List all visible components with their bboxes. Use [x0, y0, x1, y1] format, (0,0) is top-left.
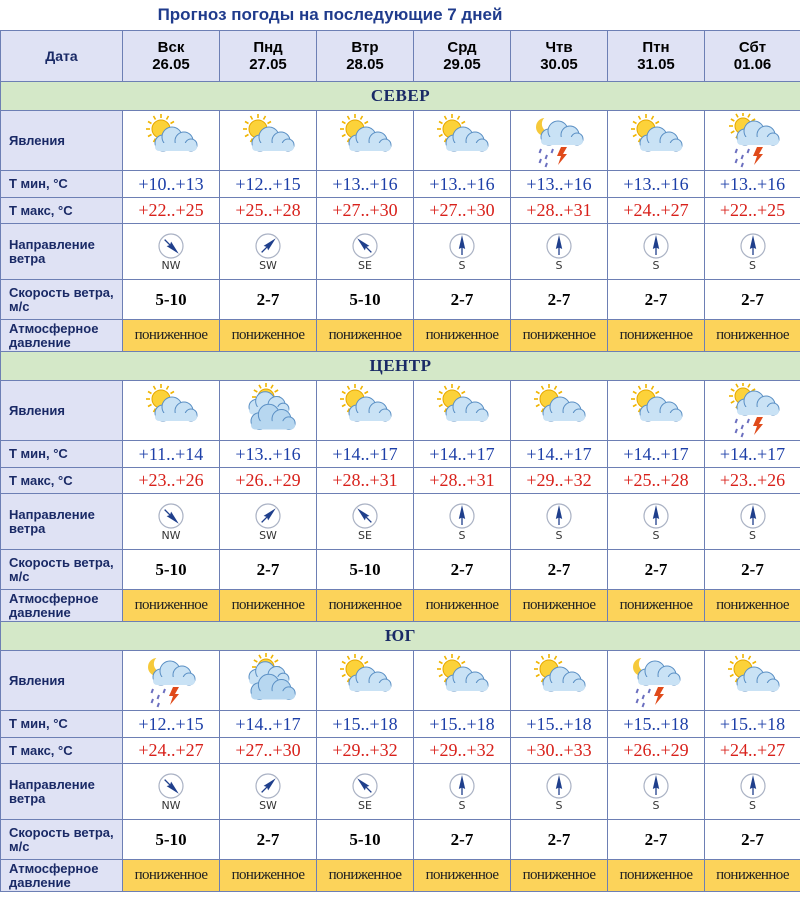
day-date: 31.05 [637, 56, 675, 73]
compass-arrow-icon [608, 502, 704, 530]
tmax-value: +26..+29 [220, 468, 317, 494]
tmin-value: +13..+16 [317, 171, 414, 198]
wind-speed-value: 5-10 [317, 280, 414, 320]
wind-dir-cell [220, 494, 317, 550]
day-header [317, 31, 414, 82]
region-title: ЮГ [1, 622, 800, 651]
wind-dir-cell [414, 764, 511, 820]
wind-dir-value: SE [358, 798, 372, 812]
weather-cell [705, 111, 800, 171]
pressure-value: пониженное [414, 860, 511, 892]
wind-speed-value: 2-7 [705, 280, 800, 320]
pressure-value: пониженное [123, 320, 220, 352]
pressure-value: пониженное [705, 320, 800, 352]
tmax-value: +28..+31 [511, 198, 608, 224]
wind-dir-cell [317, 494, 414, 550]
wind-dir-value: S [458, 798, 466, 812]
weather-cell [608, 651, 705, 711]
compass-arrow-icon [317, 232, 413, 260]
wind-dir-value: SE [358, 528, 372, 542]
day-date: 28.05 [346, 56, 384, 73]
weather-cell [220, 111, 317, 171]
partly-cloudy-sun-icon [123, 383, 219, 439]
partly-cloudy-sun-icon [414, 383, 510, 439]
tmin-value: +15..+18 [317, 711, 414, 738]
pressure-row [1, 590, 800, 622]
wind-speed-value: 2-7 [511, 280, 608, 320]
day-name: Вск [157, 39, 185, 56]
pressure-label: Атмосферное давление [1, 320, 123, 352]
tmin-value: +13..+16 [220, 441, 317, 468]
weather-cell [705, 381, 800, 441]
region-row [1, 82, 800, 111]
phenomena-row [1, 111, 800, 171]
tmax-value: +29..+32 [511, 468, 608, 494]
wind-speed-label: Скорость ветра, м/с [1, 820, 123, 860]
pressure-value: пониженное [705, 590, 800, 622]
region-title: СЕВЕР [1, 82, 800, 111]
day-name: Пнд [253, 39, 283, 56]
tmin-value: +14..+17 [705, 441, 800, 468]
wind-speed-value: 2-7 [414, 550, 511, 590]
wind-speed-value: 5-10 [317, 820, 414, 860]
pressure-value: пониженное [511, 590, 608, 622]
wind-dir-value: NW [161, 798, 181, 812]
tmin-value: +13..+16 [414, 171, 511, 198]
sun-thunderstorm-icon [705, 383, 800, 439]
wind-dir-cell [705, 764, 800, 820]
region-title: ЦЕНТР [1, 352, 800, 381]
tmin-value: +14..+17 [608, 441, 705, 468]
wind-dir-cell [608, 494, 705, 550]
day-name: Срд [447, 39, 477, 56]
compass-arrow-icon [511, 502, 607, 530]
compass-arrow-icon [414, 502, 510, 530]
wind-dir-cell [414, 494, 511, 550]
weather-cell [317, 381, 414, 441]
wind-dir-cell [608, 224, 705, 280]
wind-speed-value: 2-7 [705, 550, 800, 590]
wind-dir-value: S [555, 798, 563, 812]
wind-dir-cell [705, 494, 800, 550]
tmax-value: +23..+26 [705, 468, 800, 494]
weather-cell [123, 651, 220, 711]
pressure-row [1, 860, 800, 892]
partly-cloudy-sun-icon [705, 653, 800, 709]
pressure-row [1, 320, 800, 352]
wind-speed-row [1, 820, 800, 860]
weather-cell [123, 111, 220, 171]
tmin-value: +15..+18 [511, 711, 608, 738]
wind-speed-value: 2-7 [608, 550, 705, 590]
compass-arrow-icon [123, 502, 219, 530]
tmin-value: +12..+15 [220, 171, 317, 198]
tmax-row [1, 738, 800, 764]
tmax-value: +24..+27 [705, 738, 800, 764]
compass-arrow-icon [705, 502, 800, 530]
partly-cloudy-sun-icon [414, 653, 510, 709]
weather-cell [317, 111, 414, 171]
partly-cloudy-sun-icon [317, 383, 413, 439]
pressure-value: пониженное [511, 860, 608, 892]
wind-dir-value: SW [259, 258, 277, 272]
pressure-value: пониженное [414, 320, 511, 352]
tmax-value: +28..+31 [414, 468, 511, 494]
weather-cell [414, 651, 511, 711]
day-header [511, 31, 608, 82]
partly-cloudy-sun-icon [123, 113, 219, 169]
night-thunderstorm-icon [608, 653, 704, 709]
tmax-value: +29..+32 [414, 738, 511, 764]
tmin-value: +15..+18 [608, 711, 705, 738]
compass-arrow-icon [608, 232, 704, 260]
compass-arrow-icon [414, 772, 510, 800]
wind-dir-cell [608, 764, 705, 820]
wind-speed-row [1, 280, 800, 320]
wind-speed-value: 5-10 [123, 280, 220, 320]
pressure-value: пониженное [317, 320, 414, 352]
weather-cell [220, 381, 317, 441]
wind-dir-value: S [458, 258, 466, 272]
weather-cell [414, 111, 511, 171]
pressure-label: Атмосферное давление [1, 860, 123, 892]
tmax-label: Т макс, °С [1, 738, 123, 764]
tmin-value: +15..+18 [414, 711, 511, 738]
pressure-value: пониженное [608, 860, 705, 892]
tmin-value: +14..+17 [414, 441, 511, 468]
weather-cell [317, 651, 414, 711]
wind-speed-value: 5-10 [317, 550, 414, 590]
weather-cell [705, 651, 800, 711]
day-date: 29.05 [443, 56, 481, 73]
weather-cell [220, 651, 317, 711]
night-thunderstorm-icon [511, 113, 607, 169]
tmin-label: Т мин, °С [1, 171, 123, 198]
pressure-value: пониженное [705, 860, 800, 892]
tmin-value: +14..+17 [317, 441, 414, 468]
wind-speed-value: 2-7 [220, 280, 317, 320]
wind-dir-value: S [652, 528, 660, 542]
partly-cloudy-sun-icon [608, 113, 704, 169]
compass-arrow-icon [705, 772, 800, 800]
wind-dir-value: NW [161, 528, 181, 542]
pressure-value: пониженное [317, 590, 414, 622]
wind-dir-label: Направление ветра [1, 764, 123, 820]
sun-thunderstorm-icon [705, 113, 800, 169]
region-row [1, 622, 800, 651]
weather-cell [608, 381, 705, 441]
phenomena-label: Явления [1, 381, 123, 441]
wind-dir-cell [511, 764, 608, 820]
wind-dir-label: Направление ветра [1, 224, 123, 280]
compass-arrow-icon [123, 772, 219, 800]
wind-speed-value: 2-7 [220, 820, 317, 860]
tmin-value: +13..+16 [705, 171, 800, 198]
wind-dir-cell [511, 224, 608, 280]
tmax-value: +27..+30 [317, 198, 414, 224]
tmin-value: +13..+16 [511, 171, 608, 198]
pressure-value: пониженное [608, 320, 705, 352]
wind-dir-cell [123, 494, 220, 550]
day-date: 30.05 [540, 56, 578, 73]
wind-dir-value: SW [259, 528, 277, 542]
compass-arrow-icon [511, 232, 607, 260]
day-date: 26.05 [152, 56, 190, 73]
tmin-value: +10..+13 [123, 171, 220, 198]
tmin-row [1, 171, 800, 198]
tmax-value: +25..+28 [220, 198, 317, 224]
day-header [414, 31, 511, 82]
pressure-value: пониженное [608, 590, 705, 622]
tmin-value: +11..+14 [123, 441, 220, 468]
cloudy-sun-icon [220, 653, 316, 709]
tmax-row [1, 198, 800, 224]
partly-cloudy-sun-icon [220, 113, 316, 169]
wind-dir-cell [123, 764, 220, 820]
wind-dir-value: S [555, 528, 563, 542]
pressure-value: пониженное [317, 860, 414, 892]
tmax-value: +28..+31 [317, 468, 414, 494]
page-title: Прогноз погоды на последующие 7 дней [157, 5, 503, 24]
wind-speed-value: 2-7 [414, 280, 511, 320]
compass-arrow-icon [317, 772, 413, 800]
wind-dir-cell [414, 224, 511, 280]
tmax-value: +26..+29 [608, 738, 705, 764]
weather-cell [123, 381, 220, 441]
tmax-label: Т макс, °С [1, 468, 123, 494]
tmin-label: Т мин, °С [1, 441, 123, 468]
tmin-value: +14..+17 [511, 441, 608, 468]
wind-dir-row [1, 494, 800, 550]
wind-speed-value: 2-7 [511, 820, 608, 860]
wind-dir-value: S [555, 258, 563, 272]
header-row [1, 31, 800, 82]
pressure-value: пониженное [220, 320, 317, 352]
compass-arrow-icon [220, 502, 316, 530]
wind-dir-cell [705, 224, 800, 280]
day-header [123, 31, 220, 82]
wind-speed-value: 2-7 [220, 550, 317, 590]
wind-dir-value: S [749, 528, 756, 542]
tmax-value: +22..+25 [123, 198, 220, 224]
phenomena-label: Явления [1, 111, 123, 171]
wind-dir-value: S [749, 798, 756, 812]
wind-dir-cell [220, 224, 317, 280]
tmax-row [1, 468, 800, 494]
partly-cloudy-sun-icon [511, 653, 607, 709]
compass-arrow-icon [220, 772, 316, 800]
wind-speed-value: 5-10 [123, 550, 220, 590]
partly-cloudy-sun-icon [608, 383, 704, 439]
wind-speed-value: 2-7 [414, 820, 511, 860]
tmax-value: +27..+30 [414, 198, 511, 224]
wind-dir-value: S [652, 798, 660, 812]
pressure-value: пониженное [414, 590, 511, 622]
tmin-value: +15..+18 [705, 711, 800, 738]
wind-dir-row [1, 224, 800, 280]
wind-speed-value: 2-7 [608, 820, 705, 860]
forecast-table [0, 30, 800, 892]
pressure-value: пониженное [220, 590, 317, 622]
pressure-value: пониженное [220, 860, 317, 892]
wind-dir-cell [317, 764, 414, 820]
tmax-value: +29..+32 [317, 738, 414, 764]
compass-arrow-icon [511, 772, 607, 800]
phenomena-label: Явления [1, 651, 123, 711]
tmax-value: +30..+33 [511, 738, 608, 764]
partly-cloudy-sun-icon [317, 113, 413, 169]
wind-speed-label: Скорость ветра, м/с [1, 550, 123, 590]
date-header: Дата [1, 31, 123, 82]
wind-dir-label: Направление ветра [1, 494, 123, 550]
tmin-value: +12..+15 [123, 711, 220, 738]
day-name: Чтв [545, 39, 573, 56]
day-name: Сбт [738, 39, 767, 56]
compass-arrow-icon [414, 232, 510, 260]
tmax-value: +24..+27 [608, 198, 705, 224]
wind-dir-cell [123, 224, 220, 280]
pressure-value: пониженное [123, 590, 220, 622]
wind-speed-value: 2-7 [511, 550, 608, 590]
tmax-value: +24..+27 [123, 738, 220, 764]
wind-dir-cell [317, 224, 414, 280]
day-header [220, 31, 317, 82]
weather-cell [511, 651, 608, 711]
partly-cloudy-sun-icon [511, 383, 607, 439]
compass-arrow-icon [705, 232, 800, 260]
pressure-label: Атмосферное давление [1, 590, 123, 622]
weather-cell [608, 111, 705, 171]
day-name: Птн [642, 39, 670, 56]
tmax-value: +27..+30 [220, 738, 317, 764]
wind-dir-row [1, 764, 800, 820]
wind-dir-cell [220, 764, 317, 820]
tmin-row [1, 441, 800, 468]
tmax-label: Т макс, °С [1, 198, 123, 224]
pressure-value: пониженное [511, 320, 608, 352]
wind-speed-row [1, 550, 800, 590]
compass-arrow-icon [317, 502, 413, 530]
day-date: 27.05 [249, 56, 287, 73]
day-header [608, 31, 705, 82]
compass-arrow-icon [123, 232, 219, 260]
wind-dir-value: S [749, 258, 756, 272]
tmin-label: Т мин, °С [1, 711, 123, 738]
tmin-value: +13..+16 [608, 171, 705, 198]
tmax-value: +23..+26 [123, 468, 220, 494]
night-thunderstorm-icon [123, 653, 219, 709]
wind-dir-value: SW [259, 798, 277, 812]
phenomena-row [1, 651, 800, 711]
day-name: Втр [351, 39, 379, 56]
wind-dir-value: SE [358, 258, 372, 272]
weather-cell [414, 381, 511, 441]
wind-dir-value: S [652, 258, 660, 272]
weather-cell [511, 111, 608, 171]
wind-speed-value: 5-10 [123, 820, 220, 860]
tmin-row [1, 711, 800, 738]
compass-arrow-icon [220, 232, 316, 260]
wind-dir-cell [511, 494, 608, 550]
wind-dir-value: S [458, 528, 466, 542]
phenomena-row [1, 381, 800, 441]
tmax-value: +22..+25 [705, 198, 800, 224]
compass-arrow-icon [608, 772, 704, 800]
region-row [1, 352, 800, 381]
tmin-value: +14..+17 [220, 711, 317, 738]
partly-cloudy-sun-icon [414, 113, 510, 169]
tmax-value: +25..+28 [608, 468, 705, 494]
cloudy-sun-icon [220, 383, 316, 439]
day-date: 01.06 [733, 56, 772, 73]
partly-cloudy-sun-icon [317, 653, 413, 709]
wind-speed-value: 2-7 [608, 280, 705, 320]
wind-speed-label: Скорость ветра, м/с [1, 280, 123, 320]
wind-speed-value: 2-7 [705, 820, 800, 860]
day-header [705, 31, 800, 82]
weather-cell [511, 381, 608, 441]
pressure-value: пониженное [123, 860, 220, 892]
wind-dir-value: NW [161, 258, 181, 272]
